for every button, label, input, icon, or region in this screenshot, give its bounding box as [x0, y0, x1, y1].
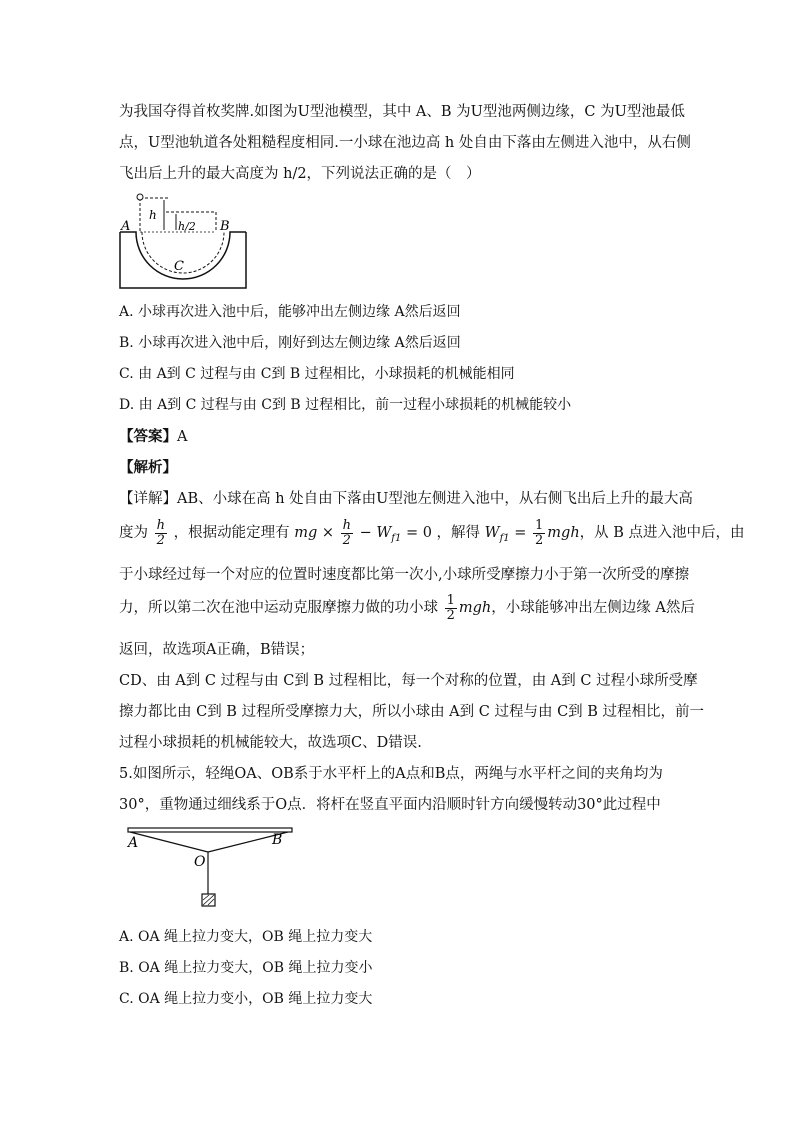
q4-option-d: D. 由 A到 C 过程与由 C到 B 过程相比，前一过程小球损耗的机械能较小 [119, 397, 572, 413]
q4-stem-line-3: 飞出后上升的最大高度为 h/2，下列说法正确的是（ ） [119, 166, 481, 182]
q5-option-a: A. OA 绳上拉力变大，OB 绳上拉力变大 [119, 929, 373, 945]
frac-num: 1 [446, 592, 455, 608]
q5-option-b: B. OA 绳上拉力变大，OB 绳上拉力变小 [119, 960, 373, 976]
detail-line-1: 【详解】AB、小球在高 h 处自由下落由U型池左侧进入池中，从右侧飞出后上升的最大高 [119, 491, 693, 507]
detail-text: ，从 B 点进入池中后，由 [579, 525, 745, 541]
fig2-label-b: B [272, 832, 283, 848]
fig1-label-a: A [121, 219, 131, 234]
q4-option-c: C. 由 A到 C 过程与由 C到 B 过程相比，小球损耗的机械能相同 [119, 366, 515, 382]
q5-stem-line-1: 5.如图所示，轻绳OA、OB系于水平杆上的A点和B点，两绳与水平杆之间的夹角均为 [119, 766, 663, 782]
detail-line-5: 返回，故选项A正确，B错误； [119, 642, 315, 658]
detail-line-2: 度为 $\frac{h}{2}$ ，根据动能定理有 mg × $\frac{h}{2}$ − $W_{f1} = 0$ ，解得 $W_{f1}$ = $\frac{1}{2}$ mgh，从 B 点进入池中后，由 [119, 517, 745, 548]
q4-option-a: A. 小球再次进入池中后，能够冲出左侧边缘 A然后返回 [119, 304, 461, 320]
eq-sub: f1 [391, 532, 402, 544]
fig1-label-b: B [220, 219, 230, 234]
eq-mgh: mgh [547, 525, 580, 541]
answer-label: 【答案】 [119, 428, 177, 445]
frac-num: h [156, 517, 165, 533]
eq-mgh: mgh [458, 600, 492, 616]
frac-den: 2 [535, 532, 544, 548]
eq-w2: W [484, 525, 500, 541]
fig1-label-h2: h/2 [178, 220, 196, 233]
frac-den: 2 [446, 607, 455, 623]
detail-cd-line-1: CD、由 A到 C 过程与由 C到 B 过程相比，每一个对称的位置，由 A到 C 过程小球所受摩 [119, 673, 698, 689]
rod-figure [120, 822, 300, 912]
frac-num: 1 [535, 517, 544, 533]
fig2-label-a: A [128, 835, 139, 851]
u-pool-figure [118, 192, 248, 292]
q4-stem-line-1: 为我国夺得首枚奖牌.如图为U型池模型，其中 A、B 为U型池两侧边缘，C 为U型池最低 [119, 104, 685, 120]
eq-zero: = 0 [401, 525, 432, 541]
answer-value: A [177, 429, 188, 445]
detail-cd-line-3: 过程小球损耗的机械能较大，故选项C、D错误. [119, 735, 422, 751]
eq-mg: mg × [294, 525, 334, 541]
detail-cd-line-2: 擦力都比由 C到 B 过程所受摩擦力大，所以小球由 A到 C 过程与由 C到 B 过程相比，前一 [119, 704, 705, 720]
detail-text: ，根据动能定理有 [173, 525, 290, 541]
detail-text: ，解得 [436, 525, 481, 541]
fig1-label-c: C [174, 259, 184, 274]
fraction-one-half-b [445, 594, 457, 623]
fig1-label-h: h [149, 208, 157, 222]
detail-line-3: 于小球经过每一个对应的位置时速度都比第一次小,小球所受摩擦力小于第一次所受的摩擦 [119, 567, 690, 583]
eq-w: − W [359, 525, 392, 541]
q5-stem-line-2: 30°，重物通过细线系于O点．将杆在竖直平面内沿顺时针方向缓慢转动30°此过程中 [119, 797, 661, 813]
detail-text: 度为 [119, 525, 148, 541]
frac-den: 2 [156, 532, 165, 548]
detail-text: 力，所以第二次在池中运动克服摩擦力做的功小球 [119, 600, 438, 616]
fraction-h-over-2 [155, 519, 167, 548]
detail-text: ，小球能够冲出左侧边缘 A然后 [491, 600, 695, 616]
frac-num: h [342, 517, 351, 533]
q4-option-b: B. 小球再次进入池中后，刚好到达左侧边缘 A然后返回 [119, 335, 461, 351]
q4-stem-line-2: 点，U型池轨道各处粗糙程度相同.一小球在池边高 h 处自由下落由左侧进入池中，从右侧 [119, 135, 691, 151]
answer-line [119, 425, 187, 446]
q5-option-c: C. OA 绳上拉力变小，OB 绳上拉力变大 [119, 991, 373, 1007]
fig2-label-o: O [194, 854, 206, 870]
fraction-one-half [533, 519, 545, 548]
eq-sub: f1 [499, 532, 510, 544]
analysis-label: 【解析】 [119, 459, 177, 476]
fraction-h-over-2b [341, 519, 353, 548]
frac-den: 2 [342, 532, 351, 548]
detail-line-4 [119, 590, 695, 626]
